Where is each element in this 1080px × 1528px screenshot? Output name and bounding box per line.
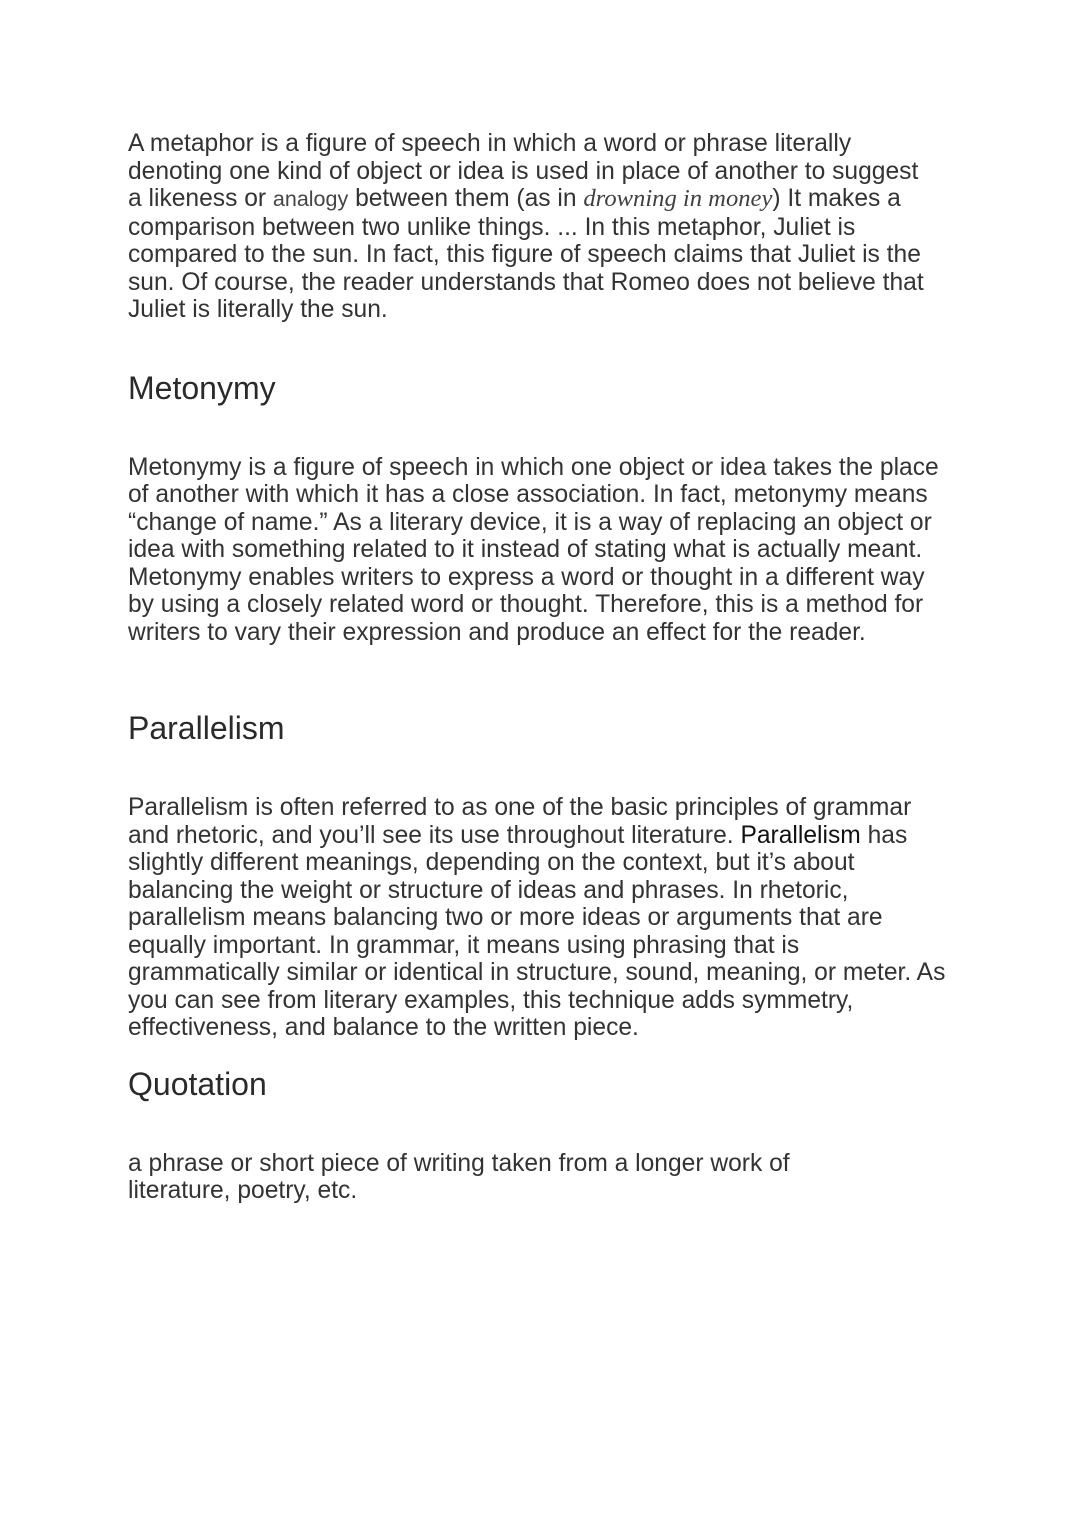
metaphor-line-3c: ) It makes a: [772, 185, 901, 212]
parallelism-line-9: effectiveness, and balance to the written piece.: [128, 1014, 639, 1041]
parallelism-heading: Parallelism: [128, 710, 285, 746]
metaphor-line-3a: a likeness or: [128, 185, 273, 212]
parallelism-line-7: grammatically similar or identical in structure, sound, meaning, or meter. As: [128, 959, 946, 986]
parallelism-line-8: you can see from literary examples, this technique adds symmetry,: [128, 986, 854, 1014]
metonymy-line-6: by using a closely related word or thought. Therefore, this is a method for: [128, 591, 924, 618]
metaphor-line-5: compared to the sun. In fact, this figure of speech claims that Juliet is the: [128, 241, 921, 268]
metonymy-heading: Metonymy: [128, 369, 276, 406]
quotation-line-2: literature, poetry, etc.: [128, 1177, 358, 1204]
metonymy-line-7: writers to vary their expression and produce an effect for the reader.: [128, 618, 866, 646]
parallelism-line-1: Parallelism is often referred to as one of the basic principles of grammar: [128, 794, 912, 821]
analogy-term: analogy: [272, 187, 349, 211]
parallelism-line-2-end: has: [860, 821, 908, 849]
metonymy-line-3: “change of name.” As a literary device, it is a way of replacing an object or: [128, 508, 932, 536]
metonymy-line-5: Metonymy enables writers to express a word or thought in a different way: [128, 563, 925, 591]
parallelism-line-6: equally important. In grammar, it means using phrasing that is: [128, 931, 800, 959]
document-page: [128, 130, 958, 1205]
parallelism-line-5: parallelism means balancing two or more ideas or arguments that are: [128, 904, 883, 931]
metaphor-example: drowning in money: [583, 185, 773, 212]
metaphor-line-4: comparison between two unlike things. ... In this metaphor, Juliet is: [128, 213, 856, 241]
parallelism-line-3: slightly different meanings, depending on the context, but it’s about: [128, 849, 855, 876]
quotation-line-1: a phrase or short piece of writing taken from a longer work of: [128, 1149, 790, 1177]
metonymy-line-2: of another with which it has a close association. In fact, metonymy means: [128, 481, 928, 508]
metonymy-paragraph: [128, 454, 958, 647]
quotation-paragraph: [128, 1150, 958, 1205]
parallelism-line-4: balancing the weight or structure of ideas and phrases. In rhetoric,: [128, 876, 849, 904]
metaphor-line-2: denoting one kind of object or idea is used in place of another to suggest: [128, 157, 919, 185]
metonymy-line-4: idea with something related to it instead of stating what is actually meant.: [128, 536, 923, 563]
metonymy-line-1: Metonymy is a figure of speech in which one object or idea takes the place: [128, 453, 939, 481]
metaphor-line-3b: between them (as in: [348, 185, 584, 212]
metaphor-line-7: Juliet is literally the sun.: [128, 296, 388, 323]
parallelism-line-2: and rhetoric, and you’ll see its use throughout literature.: [128, 821, 741, 849]
metaphor-line-1: A metaphor is a figure of speech in which a word or phrase literally: [128, 130, 852, 157]
parallelism-paragraph: [128, 794, 958, 1042]
quotation-heading: Quotation: [128, 1065, 267, 1102]
metaphor-line-6: sun. Of course, the reader understands that Romeo does not believe that: [128, 268, 924, 296]
parallelism-highlight: Parallelism: [740, 821, 861, 849]
metaphor-paragraph: [128, 130, 958, 324]
